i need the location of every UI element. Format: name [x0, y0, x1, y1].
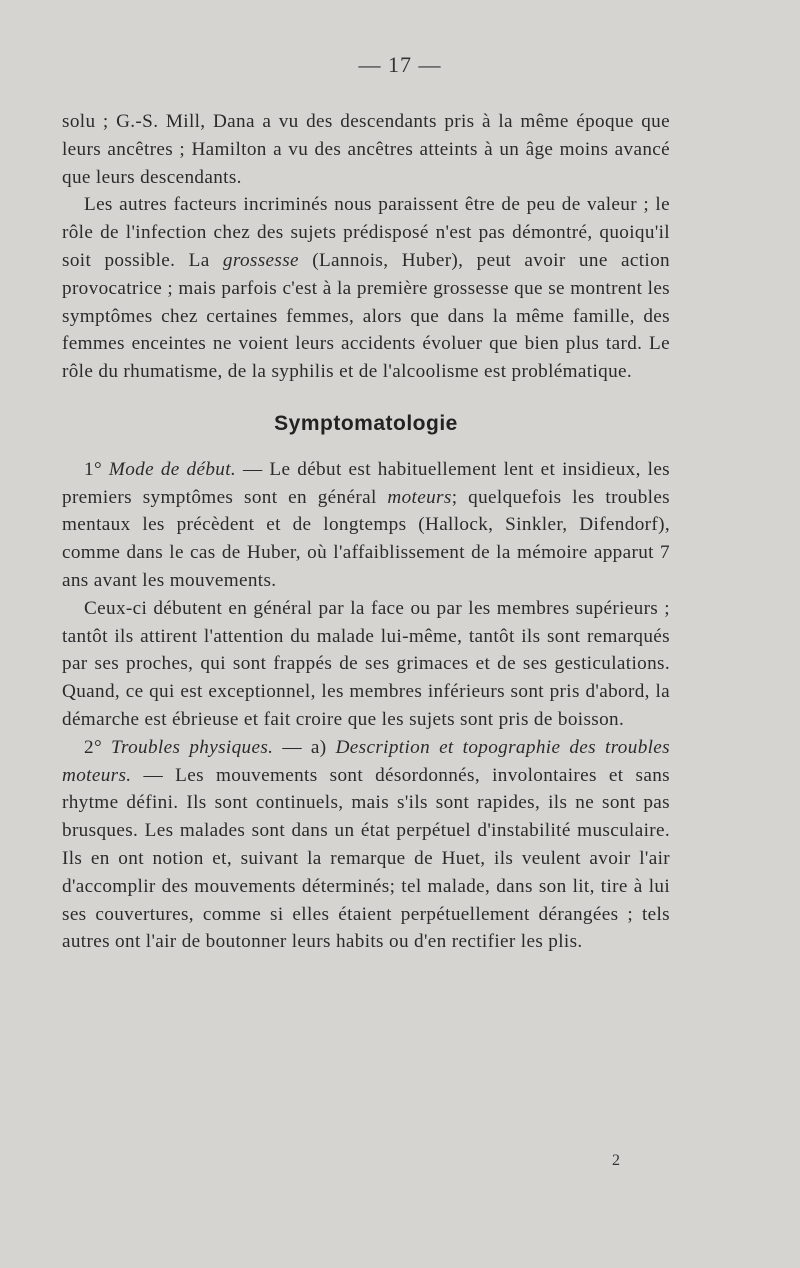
text-run: (Lannois, Huber), peut avoir une action provocatrice ; mais parfois c'est à la première grossesse que se montrent les symptômes chez certaines femmes, alors que dans la même famille, des femmes enceintes ne voient leurs accidents évoluer que bien plus tard. Le rôle du rhumatisme, de la syphilis et de l'alcoolisme est problématique.	[62, 249, 670, 383]
signature-mark: 2	[612, 1152, 620, 1169]
italic-term: grossesse	[222, 249, 299, 271]
text-run: — Le début est habituellement lent et insidieux, les premiers symptômes sont en général	[62, 458, 670, 508]
text-run: 2°	[84, 736, 112, 758]
page-number: — 17 —	[358, 52, 442, 77]
section-heading: Symptomatologie	[274, 411, 458, 435]
text-run: ; quelquefois les troubles mentaux les précèdent et de longtemps (Hallock, Sinkler, Difendorf), comme dans le cas de Huber, où l'affaiblissement de la mémoire apparut 7 ans avant les mouvements.	[62, 486, 670, 591]
body-text	[62, 108, 670, 956]
text-run: 1°	[84, 458, 109, 480]
paragraph-mode-debut	[62, 456, 670, 595]
paragraph-troubles-physiques	[62, 734, 670, 956]
italic-subheading: Troubles physiques.	[111, 736, 274, 758]
italic-subheading: Description et topographie des troubles moteurs.	[62, 736, 670, 786]
paragraph-intro: solu ; G.-S. Mill, Dana a vu des descendants pris à la même époque que leurs ancêtres ; Hamilton a vu des ancêtres atteints à un âge moins avancé que leurs descendants.	[62, 111, 670, 188]
paragraph-onset: Ceux-ci débutent en général par la face ou par les membres supérieurs ; tantôt ils attirent l'attention du malade lui-même, tantôt ils sont remarqués par ses proches, qui sont frappés de ses grimaces et de ses gesticulations. Quand, ce qui est exceptionnel, les membres inférieurs sont pris d'abord, la démarche est ébrieuse et fait croire que les sujets sont pris de boisson.	[62, 597, 670, 730]
italic-term: moteurs	[387, 486, 452, 508]
text-run: — a)	[273, 736, 336, 758]
text-run: Les autres facteurs incriminés nous paraissent être de peu de valeur ; le rôle de l'infection chez des sujets prédisposé n'est pas démontré, quoiqu'il soit possible. La	[62, 194, 670, 271]
paragraph-other-factors	[62, 191, 670, 386]
text-run: — Les mouvements sont désordonnés, involontaires et sans rhytme défini. Ils sont continuels, mais s'ils sont rapides, ils ne sont pas brusques. Les malades sont dans un état perpétuel d'instabilité musculaire. Ils en ont notion et, suivant la remarque de Huet, ils veulent avoir l'air d'accomplir des mouvements déterminés; tel malade, dans son lit, tire à lui ses couvertures, comme si elles étaient perpétuellement dérangées ; tels autres ont l'air de boutonner leurs habits ou d'en rectifier les plis.	[62, 764, 670, 953]
italic-subheading: Mode de début.	[108, 458, 237, 480]
